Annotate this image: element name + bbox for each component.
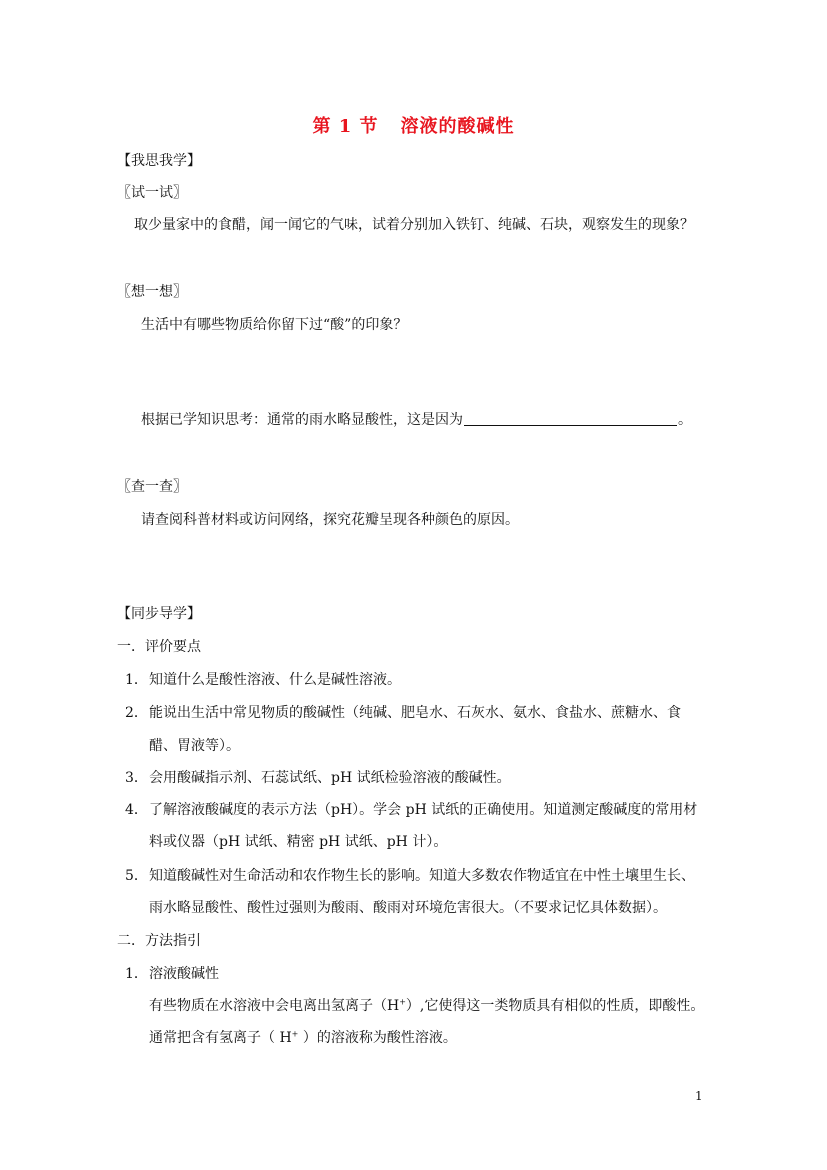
paragraph-acidity bbox=[149, 996, 704, 1016]
section-name: 溶液的酸碱性 bbox=[400, 116, 515, 137]
item-text-continued: 醋、胃液等）。 bbox=[149, 738, 240, 754]
item-number: 2． bbox=[125, 705, 148, 721]
item-number: 5． bbox=[125, 868, 148, 884]
item-text: 能说出生活中常见物质的酸碱性（纯碱、肥皂水、石灰水、氨水、食盐水、蔗糖水、食 bbox=[149, 705, 681, 721]
item-number: 1． bbox=[125, 966, 148, 982]
section-heading-guide: 【同步导学】 bbox=[117, 606, 201, 622]
try-heading: 〖试一试〗 bbox=[117, 185, 187, 201]
paragraph-text: ）的溶液称为酸性溶液。 bbox=[298, 1030, 457, 1046]
item-number: 3． bbox=[125, 770, 148, 786]
item-text: 会用酸碱指示剂、石蕊试纸、pH 试纸检验溶液的酸碱性。 bbox=[149, 770, 511, 786]
paragraph-acidic-solution bbox=[149, 1028, 457, 1048]
think-prompt-text: 根据已学知识思考：通常的雨水略显酸性，这是因为 bbox=[141, 412, 463, 428]
think-prompt bbox=[141, 410, 692, 430]
paragraph-text: 有些物质在水溶液中会电离出氢离子（H bbox=[149, 998, 400, 1014]
think-prompt-end: 。 bbox=[678, 412, 692, 428]
item-text-continued: 雨水略显酸性、酸性过强则为酸雨、酸雨对环境危害很大。（不要求记忆具体数据）。 bbox=[149, 900, 667, 916]
think-heading: 〖想一想〗 bbox=[117, 284, 187, 300]
page-number: 1 bbox=[695, 1089, 703, 1103]
paragraph-text: 通常把含有氢离子（ H bbox=[149, 1030, 292, 1046]
paragraph-text: ）,它使得这一类物质具有相似的性质，即酸性。 bbox=[405, 998, 705, 1014]
section-number: 第 1 节 bbox=[312, 116, 379, 137]
think-question: 生活中有哪些物质给你留下过“酸”的印象？ bbox=[141, 317, 408, 333]
item-text: 知道什么是酸性溶液、什么是碱性溶液。 bbox=[149, 672, 401, 688]
page-title bbox=[0, 112, 827, 138]
item-text-continued: 料或仪器（pH 试纸、精密 pH 试纸、pH 计）。 bbox=[149, 834, 448, 850]
ion-charge: + bbox=[291, 1029, 299, 1039]
ion-charge: + bbox=[399, 997, 406, 1007]
part2-heading: 二．方法指引 bbox=[117, 933, 201, 949]
lookup-text: 请查阅科普材料或访问网络，探究花瓣呈现各种颜色的原因。 bbox=[141, 512, 519, 528]
part1-heading: 一．评价要点 bbox=[117, 639, 201, 655]
lookup-heading: 〖查一查〗 bbox=[117, 479, 187, 495]
answer-blank[interactable] bbox=[464, 411, 677, 426]
item-title: 溶液酸碱性 bbox=[149, 966, 219, 982]
item-text: 知道酸碱性对生命活动和农作物生长的影响。知道大多数农作物适宜在中性土壤里生长、 bbox=[149, 868, 695, 884]
item-text: 了解溶液酸碱度的表示方法（pH）。学会 pH 试纸的正确使用。知道测定酸碱度的常用材 bbox=[149, 802, 698, 818]
section-heading-think-learn: 【我思我学】 bbox=[117, 153, 201, 169]
item-number: 4． bbox=[125, 802, 148, 818]
item-number: 1． bbox=[125, 672, 148, 688]
try-text: 取少量家中的食醋，闻一闻它的气味，试着分别加入铁钉、纯碱、石块，观察发生的现象？ bbox=[134, 217, 694, 233]
